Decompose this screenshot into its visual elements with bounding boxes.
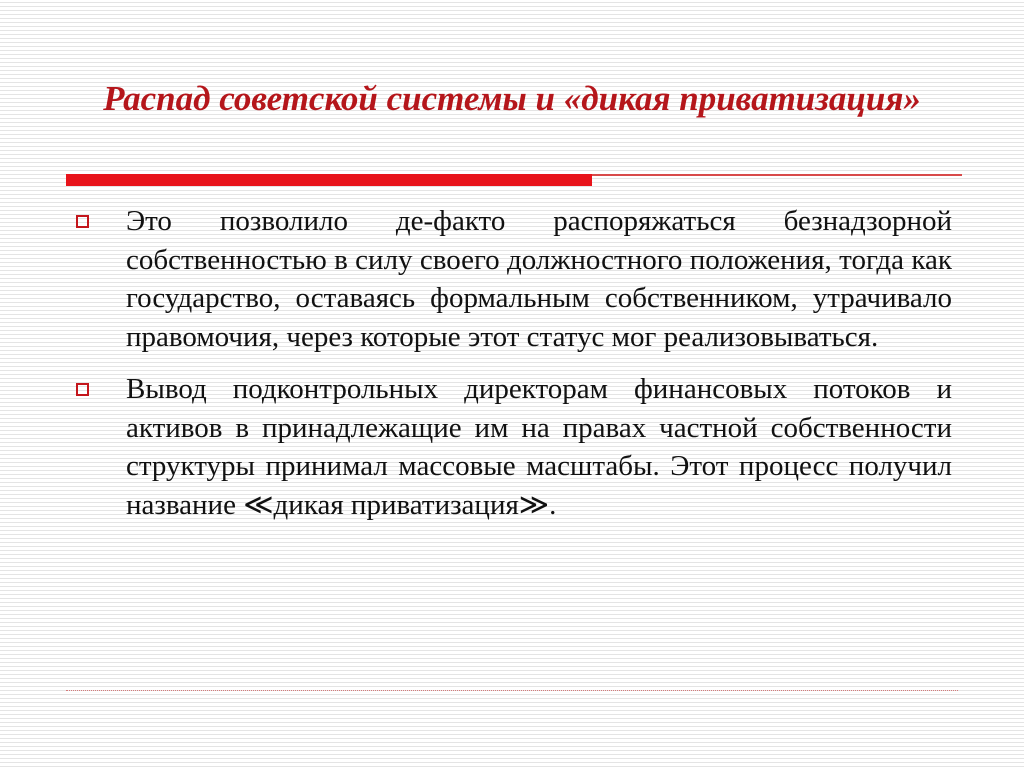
slide-title: Распад советской системы и «дикая приватизация» bbox=[103, 79, 921, 118]
hollow-square-bullet-icon bbox=[76, 215, 89, 228]
title-underline-thick bbox=[66, 174, 592, 186]
bullet-list bbox=[74, 202, 952, 538]
hollow-square-bullet-icon bbox=[76, 383, 89, 396]
bullet-text: Это позволило де-факто распоряжаться безнадзорной собственностью в силу своего должностного положения, тогда как государство, оставаясь формальным собственником, утрачивало правомочия, через которые этот статус мог реализовываться. bbox=[126, 205, 952, 353]
list-item bbox=[74, 202, 952, 356]
bullet-text: Вывод подконтрольных директорам финансовых потоков и активов в принадлежащие им на правах частной собственности структуры принимал массовые масштабы. Этот процесс получил название ≪дикая приватизация≫. bbox=[126, 373, 952, 521]
footer-divider bbox=[66, 690, 958, 691]
title-underline-thin bbox=[592, 174, 962, 176]
list-item bbox=[74, 370, 952, 524]
